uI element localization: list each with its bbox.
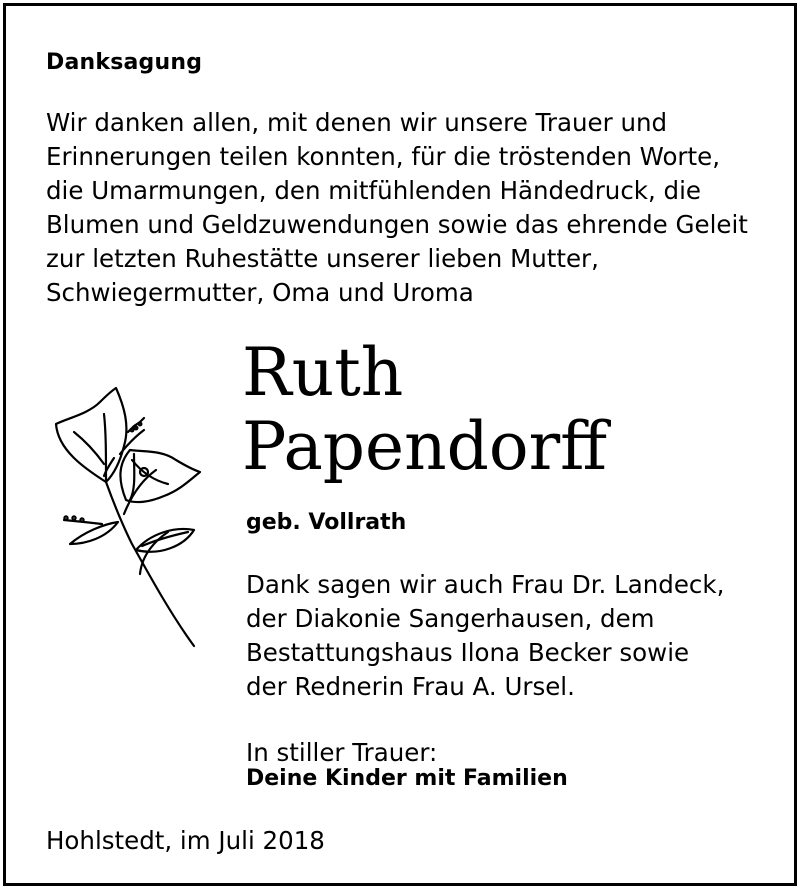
intro-paragraph (46, 106, 766, 310)
birth-name: geb. Vollrath (246, 510, 407, 535)
mourning-line: In stiller Trauer: (246, 738, 438, 767)
notice-heading: Danksagung (46, 50, 203, 75)
notice-frame (3, 3, 797, 886)
deceased-name (242, 336, 607, 484)
intro-line: Erinnerungen teilen konnten, für die tröstenden Worte, (46, 142, 720, 171)
thanks-line: der Rednerin Frau A. Ursel. (246, 672, 575, 701)
intro-line: Schwiegermutter, Oma und Uroma (46, 278, 474, 307)
thanks-paragraph (246, 568, 724, 704)
first-name: Ruth (242, 334, 404, 411)
last-name: Papendorff (242, 408, 608, 485)
thanks-line: Dank sagen wir auch Frau Dr. Landeck, (246, 570, 725, 599)
intro-line: zur letzten Ruhestätte unserer lieben Mutter, (46, 244, 599, 273)
place-date: Hohlstedt, im Juli 2018 (46, 826, 325, 855)
calla-lily-icon (44, 384, 214, 654)
intro-line: Blumen und Geldzuwendungen sowie das ehrende Geleit (46, 210, 748, 239)
thanks-line: Bestattungshaus Ilona Becker sowie (246, 638, 690, 667)
thanks-line: der Diakonie Sangerhausen, dem (246, 604, 655, 633)
intro-line: Wir danken allen, mit denen wir unsere Trauer und (46, 108, 668, 137)
signoff: Deine Kinder mit Familien (246, 766, 568, 791)
intro-line: die Umarmungen, den mitfühlenden Händedruck, die (46, 176, 701, 205)
